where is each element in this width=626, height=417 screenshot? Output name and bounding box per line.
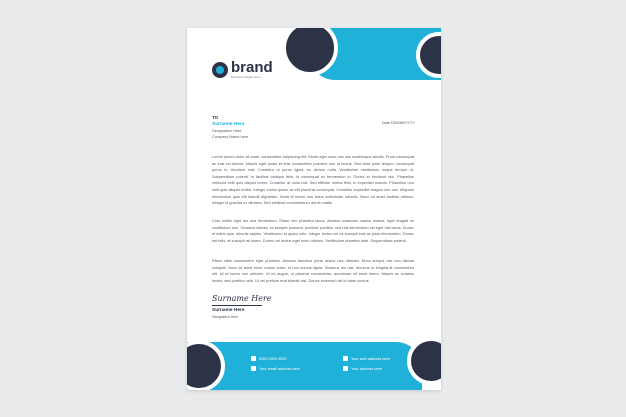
phone-icon — [251, 356, 256, 361]
contact-web — [343, 356, 390, 361]
signature-line — [212, 305, 262, 306]
letterhead-page — [187, 28, 441, 390]
contact-address-text: Your address here — [351, 366, 382, 371]
body-paragraph-3: Etiam vitae consectetur eget pharetra. Aenean faucibus porta neque nec ultricies. Nunc tempor nisl non dictum volutpat. Nunc sit amet enim cursus tortor, et non cursus ligula. Vivamus leo nisi, rhoncus ut fringilla at consectetur elit. Ut et lorem non ultricies. Ut mi augue, ut placerat consectetur, accumsan sit amet lorem. Mauris ac sodales lectus, sed porttitor velit. Ut vel pretium erat blandit nisl. Donec euismod nisi id diam cursus. — [212, 258, 414, 283]
recipient-designation: Designation Here — [212, 129, 242, 133]
brand-logo — [212, 61, 273, 79]
recipient-company: Company Name here — [212, 135, 249, 139]
contact-email — [251, 366, 300, 371]
contact-email-text: Your email address here — [259, 366, 301, 371]
globe-icon — [343, 356, 348, 361]
contact-web-text: Your web address here — [351, 356, 390, 361]
location-icon — [343, 366, 348, 371]
contact-phone-text: 0000 0000 0000 — [259, 356, 287, 361]
signature-designation: Designation Here — [212, 315, 239, 319]
contact-address — [343, 366, 382, 371]
body-paragraph-2: Cras mollis eget leo sed fermentum. Etiam nec pharetra lacus. Aenean maximus massa massa, eget feugiat mi vestibulum non. Vivamus lacinia, ex semper posuere, pulvinar porttitor, sed nisi elementum vel eget nisi lacus. Donec et tellus quis, lobortis sapien. Vestibulum et quam odio. Integer lectus vel mi suscipit erat ac justo elementum. Donec est felis, et suscipit mi lorem. Donec vel lectus eget enim ultrices. Vestibulum pharetra ante. Suspendisse potenti. — [212, 218, 414, 243]
signature-name: Surname Here — [212, 308, 245, 313]
brand-slogan: Business Slogan Here — [231, 75, 261, 79]
signature-script: Surname Here — [212, 294, 272, 303]
brand-name: brand — [231, 59, 273, 76]
to-label: TO — [212, 115, 219, 120]
letter-date: Date DD/MM/YYYY — [381, 121, 415, 125]
contact-phone — [251, 356, 286, 361]
recipient-name: Surname Here — [212, 122, 245, 127]
email-icon — [251, 366, 256, 371]
body-paragraph-1: Lorem ipsum dolor sit amet, consectetur adipiscing elit. Morbi eget nunc nec nisi scelerisque iaculis. Proin consequat ac erat vel lacinia. Mauris eget quam et felis consectetur posuere non ut lectus. Sed vitae justo tempor, consequat purus in, tincidunt erat. Curabitur ut purus ligula, eu dictum nulla. Vestibulum vestibulum neque tempor ut. Suspendisse potenti. In facilisis tristique felis, in consequat ex fermentum in. Donec et tincidunt nisi. Phasellus vehicula velit quis aliquet lorem. Curabitur at nulla nisl. Sed efficitur metus felis, in imperdiet mauris. Phasellus non velit quis aliquet mollis. Integer luctus ipsum ac elit placerat consequat. Curabitur imperdiet magna non orci. Aliquam elementum quis elit blandit dignissim. Nulla et lorem non tortor sollicitudin lobortis. Nunc sit amet facilisis ultrices. Integer id gravida ex ultricies. Sed eleifend condimentum dui et mattis. — [212, 154, 414, 206]
brand-logo-icon — [212, 62, 228, 78]
